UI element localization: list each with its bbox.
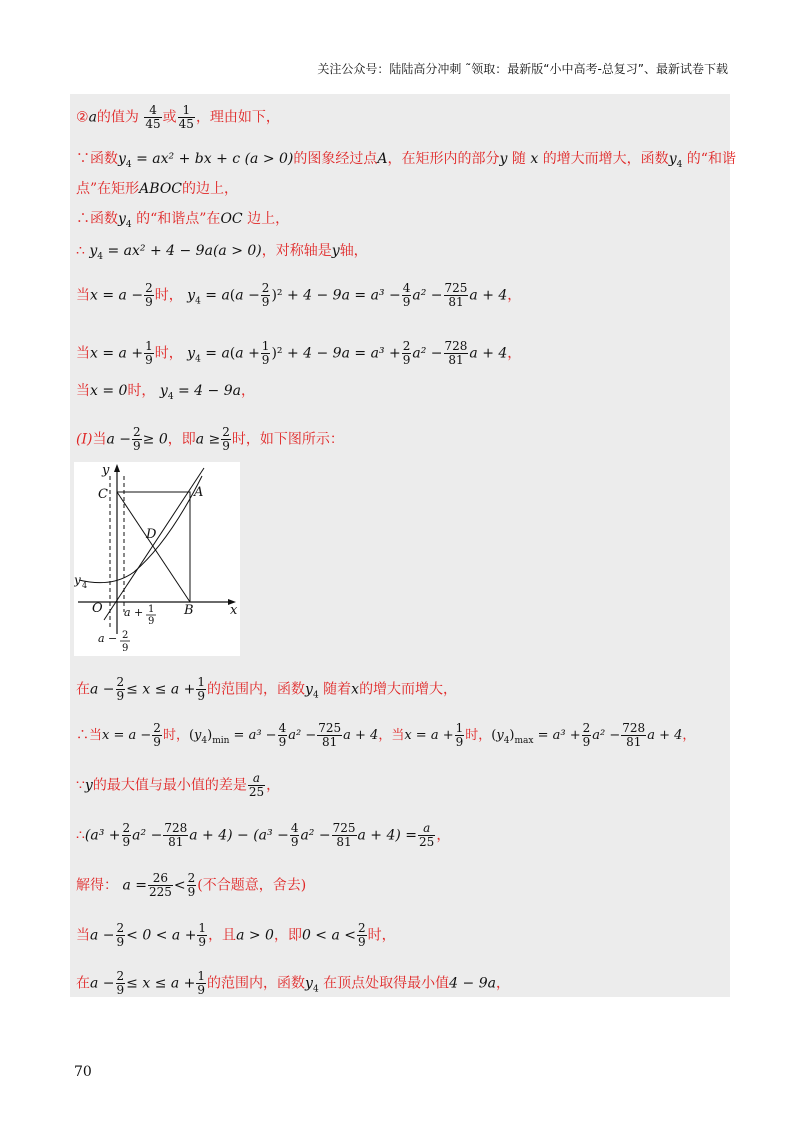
graph-svg	[74, 462, 240, 656]
page-number: 70	[74, 1064, 92, 1080]
line-9: (Ⅰ)当a − $\frac{2}{9}$ ≥ 0，即a ≥ $\frac{2}{9}$ 时，如下图所示：	[76, 425, 344, 454]
label-a-plus: a +	[124, 606, 144, 619]
line-12: ∵y的最大值与最小值的差是 $\frac{a}{25}$ ，	[76, 771, 281, 800]
label-a-minus: a −	[98, 632, 118, 645]
line-11: ∴当x = a − $\frac{2}{9}$ 时，$(y_4)_{min} = a^3$ − $\frac{4}{9}$ a² − $\frac{725}{81}$ a + 4，当x = a + $\frac{1}{9}$ 时，$(y_4)_{max} = a^3$ + $\frac{2}{9}$ a² − $\frac{728}{81}$ a + 4，	[76, 721, 696, 750]
label-b: B	[184, 603, 194, 618]
label-a-minus-den: 9	[122, 643, 129, 654]
line-6: 当x = a − $\frac{2}{9}$ 时， $y_4 = a(a$ − $\frac{2}{9}$ )² + 4 − 9a = a³ − $\frac{4}{9}$ a² − $\frac{725}{81}$ a + 4，	[76, 281, 522, 310]
line-oa	[104, 468, 204, 620]
line-15: 当a − $\frac{2}{9}$ < 0 < a + $\frac{1}{9}$ ，且a > 0，即0 < a < $\frac{2}{9}$ 时，	[76, 921, 396, 950]
label-a: A	[194, 485, 204, 500]
label-a-minus-num: 2	[122, 630, 129, 641]
label-a-plus-num: 1	[148, 604, 155, 615]
label-x-axis: x	[230, 603, 238, 618]
graph-figure	[74, 462, 240, 656]
line-10: 在a − $\frac{2}{9}$ ≤ x ≤ a + $\frac{1}{9}$ 的范围内，函数$y_4$ 随着x的增大而增大，	[76, 675, 458, 704]
fraction: $\frac{1}{45}$	[178, 103, 194, 132]
label-y-axis: y	[102, 463, 110, 478]
line-14: 解得： a = $\frac{26}{225}$ < $\frac{2}{9}$ (不合题意，舍去)	[76, 871, 307, 900]
line-13: ∴(a³ + $\frac{2}{9}$ a² − $\frac{728}{81}$ a + 4) − (a³ − $\frac{4}{9}$ a² − $\frac{725}{81}$ a + 4) = $\frac{a}{25}$ ，	[76, 821, 451, 850]
line-16: 在a − $\frac{2}{9}$ ≤ x ≤ a + $\frac{1}{9}$ 的范围内，函数$y_4$ 在顶点处取得最小值4 − 9a，	[76, 969, 510, 998]
fraction: $\frac{4}{45}$	[145, 103, 161, 132]
line-1: ②a的值为 $\frac{4}{45}$ 或 $\frac{1}{45}$ ，理由如下，	[76, 103, 280, 132]
label-y4: y	[74, 573, 81, 587]
circled-number: ②	[76, 109, 89, 126]
y-axis-arrow	[114, 464, 120, 472]
line-3: 点”在矩形ABOC的边上，	[76, 181, 239, 197]
label-d: D	[146, 527, 157, 542]
label-y4-sub: 4	[82, 581, 88, 590]
label-o: O	[92, 601, 103, 616]
line-7: 当x = a + $\frac{1}{9}$ 时， $y_4 = a(a$ + $\frac{1}{9}$ )² + 4 − 9a = a³ + $\frac{2}{9}$ a² − $\frac{728}{81}$ a + 4，	[76, 339, 522, 368]
page-header: 关注公众号：陆陆高分冲刺 ˜领取：最新版“小中高考-总复习”、最新试卷下载	[317, 62, 728, 76]
diagonal-cb	[117, 492, 190, 602]
line-4: ∴函数$y_4$ 的“和谐点”在OC 边上，	[76, 211, 290, 230]
label-a-plus-den: 9	[148, 616, 155, 627]
line-8: 当x = 0时， $y_4 = 4 - 9a$，	[76, 383, 255, 402]
line-2: ∵函数$y_4 = ax^2$ + bx + c (a > 0)的图象经过点A，在矩形内的部分y 随 x 的增大而增大，函数$y_4$ 的“和谐	[76, 151, 736, 170]
label-c: C	[98, 487, 108, 502]
line-5: ∴ $y_4 = ax^2 + 4 - 9a(a > 0)$，对称轴是y轴，	[76, 243, 368, 262]
